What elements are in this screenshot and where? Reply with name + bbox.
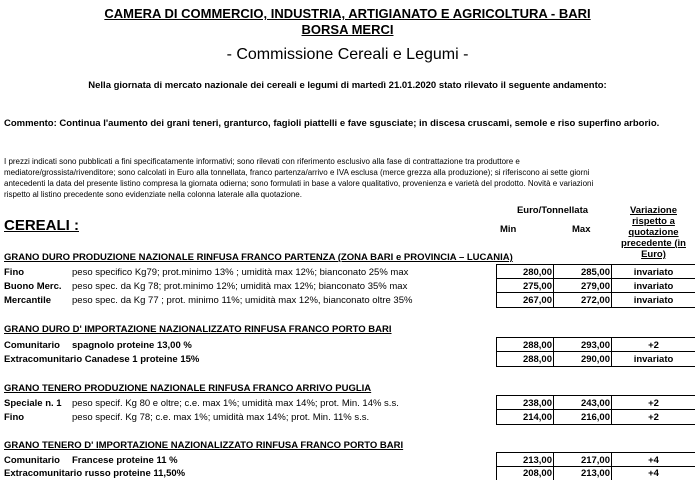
table-rule <box>553 338 554 366</box>
header-subtitle: BORSA MERCI <box>301 22 394 37</box>
table-rule <box>496 452 695 453</box>
table-rule <box>496 307 695 308</box>
row-name: Comunitario <box>4 340 60 351</box>
variation-line: precedente (in <box>621 238 686 249</box>
comment-text: Commento: Continua l'aumento dei grani teneri, granturco, fagioli piattelli e fave sgusciate; in discesa cruscami, semole e riso superfino arborio. <box>4 118 660 129</box>
section-title: GRANO TENERO PRODUZIONE NAZIONALE RINFUSA FRANCO ARRIVO PUGLIA <box>4 383 372 394</box>
row-desc: peso spec. da Kg 78; prot.minimo 12%; umidità max 12%; bianconato 35% max <box>72 281 408 292</box>
variation-line: Euro) <box>641 249 666 260</box>
category-heading: CEREALI : <box>4 217 79 234</box>
table-rule <box>496 278 695 279</box>
row-max: 243,00 <box>580 398 610 409</box>
table-rule <box>496 395 695 396</box>
row-min: 280,00 <box>522 267 552 278</box>
table-rule <box>611 265 612 307</box>
disclaimer-line: antecedenti la data del presente listino compresa la giornata odierna; sono formulati in base a valore qualitativo, provenienza e varietà del prodotto. Novità e variazioni <box>4 179 594 188</box>
row-variation: invariato <box>633 295 674 306</box>
row-name: Extracomunitario russo proteine 11,50% <box>4 468 186 479</box>
row-min: 213,00 <box>522 455 552 466</box>
section-title: GRANO DURO PRODUZIONE NAZIONALE RINFUSA FRANCO PARTENZA (ZONA BARI e PROVINCIA – LUCANIA) <box>4 252 513 263</box>
table-rule <box>611 338 612 366</box>
row-desc: Francese proteine 11 % <box>72 455 178 466</box>
row-min: 238,00 <box>522 398 552 409</box>
table-rule <box>496 351 695 352</box>
row-name: Mercantile <box>4 295 51 306</box>
variation-line: Variazione <box>630 205 677 216</box>
table-rule <box>496 292 695 293</box>
row-desc: spagnolo proteine 13,00 % <box>72 340 192 351</box>
row-desc: peso specifico Kg79; prot.minimo 13% ; umidità max 12%; bianconato 25% max <box>72 267 409 278</box>
table-rule <box>553 265 554 307</box>
row-max: 285,00 <box>580 267 610 278</box>
table-rule <box>553 396 554 424</box>
row-max: 293,00 <box>580 340 610 351</box>
row-min: 288,00 <box>522 354 552 365</box>
variation-line: rispetto a <box>632 216 675 227</box>
table-rule <box>496 337 695 338</box>
section-title: GRANO TENERO D' IMPORTAZIONE NAZIONALIZZATO RINFUSA FRANCO PORTO BARI <box>4 440 404 451</box>
row-variation: +2 <box>648 398 659 409</box>
table-rule <box>496 338 497 366</box>
disclaimer-line: I prezzi indicati sono pubblicati a fini specificatamente informativi; sono rilevati con riferimento esclusivo alla fase di contrattazione tra produttore e <box>4 157 520 166</box>
table-rule <box>496 424 695 425</box>
row-max: 279,00 <box>580 281 610 292</box>
section-title: GRANO DURO D' IMPORTAZIONE NAZIONALIZZATO RINFUSA FRANCO PORTO BARI <box>4 324 392 335</box>
table-rule <box>611 396 612 424</box>
row-desc: peso spec. da Kg 77 ; prot. minimo 11%; umidità max 12%, bianconato oltre 35% <box>72 295 413 306</box>
row-min: 267,00 <box>522 295 552 306</box>
row-min: 288,00 <box>522 340 552 351</box>
table-rule <box>496 366 695 367</box>
row-variation: invariato <box>633 354 674 365</box>
row-variation: invariato <box>633 281 674 292</box>
row-name: Fino <box>4 267 25 278</box>
row-name: Extracomunitario Canadese 1 proteine 15% <box>4 354 200 365</box>
header-commission: - Commissione Cereali e Legumi - <box>226 46 469 63</box>
unit-header: Euro/Tonnellata <box>516 205 589 216</box>
table-rule <box>496 409 695 410</box>
disclaimer-line: rispetto al listino precedente sono evidenziate nella colonna laterale alla quotazione. <box>4 190 302 199</box>
row-max: 216,00 <box>580 412 610 423</box>
table-rule <box>496 453 497 480</box>
row-variation: +2 <box>648 340 659 351</box>
row-variation: +4 <box>648 455 659 466</box>
row-desc: peso specif. Kg 80 e oltre; c.e. max 1%; umidità max 14%; prot. Min. 14% s.s. <box>72 398 399 409</box>
disclaimer-line: mediatore/grossista/rivenditore; sono calcolati in Euro alla tonnellata, franco partenza/arrivo e IVA esclusa (merce grezza alla produzione); si riferiscono ai sette giorni <box>4 168 590 177</box>
table-rule <box>496 396 497 424</box>
min-header: Min <box>500 224 517 235</box>
table-rule <box>611 453 612 480</box>
row-variation: +2 <box>648 412 659 423</box>
row-name: Fino <box>4 412 25 423</box>
row-max: 213,00 <box>580 468 610 479</box>
header-title: CAMERA DI COMMERCIO, INDUSTRIA, ARTIGIANATO E AGRICOLTURA - BARI <box>104 6 591 21</box>
table-rule <box>496 265 497 307</box>
row-desc: peso specif. Kg 78; c.e. max 1%; umidità max 14%; prot. Min. 11% s.s. <box>72 412 370 423</box>
intro-text: Nella giornata di mercato nazionale dei cereali e legumi di martedì 21.01.2020 stato rilevato il seguente andamento: <box>88 80 607 91</box>
row-variation: invariato <box>633 267 674 278</box>
row-min: 208,00 <box>522 468 552 479</box>
row-max: 217,00 <box>580 455 610 466</box>
row-max: 290,00 <box>580 354 610 365</box>
table-rule <box>496 466 695 467</box>
table-rule <box>496 264 695 265</box>
row-variation: +4 <box>648 468 659 479</box>
max-header: Max <box>572 224 591 235</box>
variation-line: quotazione <box>628 227 679 238</box>
table-rule <box>553 453 554 480</box>
row-min: 214,00 <box>522 412 552 423</box>
row-name: Buono Merc. <box>4 281 62 292</box>
row-name: Speciale n. 1 <box>4 398 62 409</box>
row-max: 272,00 <box>580 295 610 306</box>
row-min: 275,00 <box>522 281 552 292</box>
row-name: Comunitario <box>4 455 60 466</box>
